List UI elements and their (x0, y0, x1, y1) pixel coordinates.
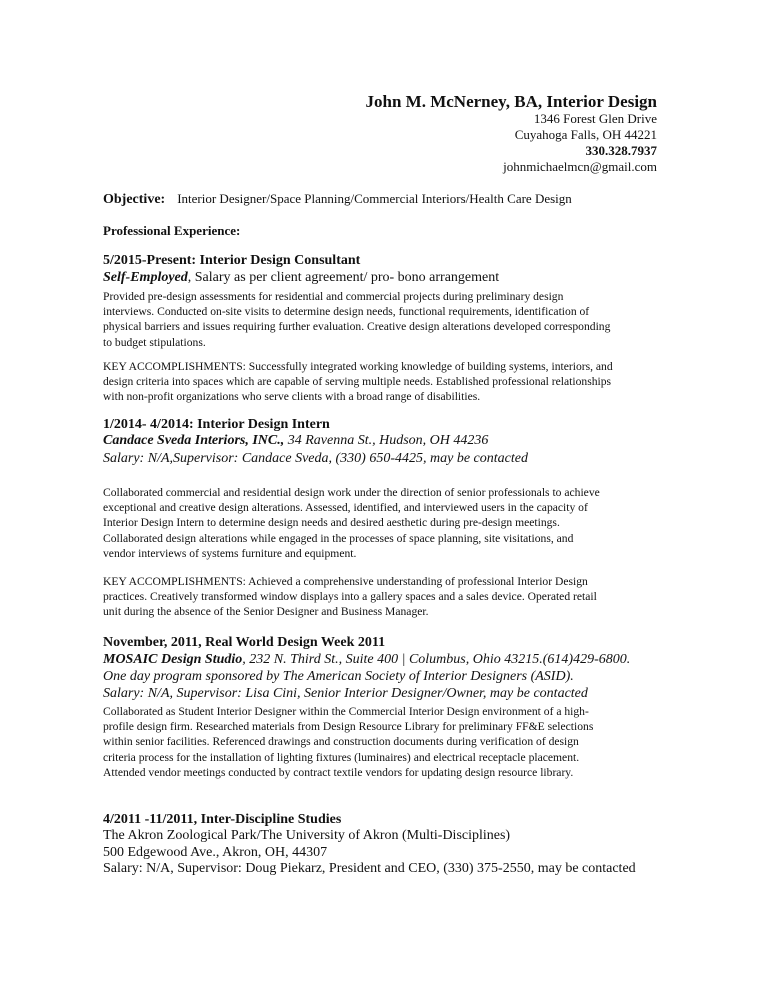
accomplishment-line: with non-profit organizations who serve clients with a broad range of disabilities. (103, 390, 481, 404)
address-line-2: Cuyahoga Falls, OH 44221 (514, 127, 657, 142)
job-employer-line (103, 652, 630, 668)
description-line: Provided pre-design assessments for residential and commercial projects during preliminary design (103, 290, 564, 303)
job-program: One day program sponsored by The American Society of Interior Designers (ASID). (103, 669, 574, 684)
description-line: criteria process for the installation of lighting fixtures (luminaires) and electrical receptacle placement. (103, 750, 580, 764)
email-address: johnmichaelmcn@gmail.com (503, 159, 657, 174)
employer-details: 34 Ravenna St., Hudson, OH 44236 (284, 433, 489, 448)
accomplishment-line: design criteria into spaces which are capable of serving multiple needs. Established professional relationships (103, 375, 612, 389)
description-line: Collaborated design alterations while engaged in the processes of space planning, site visitations, and (103, 531, 574, 545)
job-organization: The Akron Zoological Park/The University of Akron (Multi-Disciplines) (103, 828, 511, 843)
job-salary: Salary: N/A, Supervisor: Lisa Cini, Senior Interior Designer/Owner, may be contacted (103, 686, 588, 701)
description-line: Collaborated commercial and residential design work under the direction of senior professionals to achieve (103, 486, 600, 499)
job-salary: Salary: N/A,Supervisor: Candace Sveda, (330) 650-4425, may be contacted (103, 451, 528, 466)
address-line-1: 1346 Forest Glen Drive (533, 111, 657, 126)
job-salary: Salary: N/A, Supervisor: Doug Piekarz, President and CEO, (330) 375-2550, may be contacted (103, 861, 636, 876)
applicant-name: John M. McNerney, BA, Interior Design (365, 92, 657, 111)
objective-label: Objective: (103, 192, 166, 207)
section-heading-experience: Professional Experience: (103, 223, 241, 238)
employer-details: , 232 N. Third St., Suite 400 | Columbus, Ohio 43215.(614)429-6800. (242, 652, 631, 667)
job-description (103, 485, 656, 561)
job-title: 1/2014- 4/2014: Interior Design Intern (103, 417, 330, 432)
job-employer-line (103, 433, 488, 449)
employer-name: Self-Employed (103, 270, 188, 285)
description-line: exceptional and creative design alterations. Assessed, identified, and interviewed users in the capacity of (103, 501, 588, 515)
accomplishment-line: KEY ACCOMPLISHMENTS: Achieved a comprehensive understanding of professional Interior Design (103, 575, 588, 588)
description-line: interviews. Conducted on-site visits to determine design needs, functional requirements, identification of (103, 305, 590, 319)
accomplishment-line: practices. Creatively transformed window displays into a gallery spaces and a sales device. Operated retail (103, 590, 597, 604)
description-line: Attended vendor meetings conducted by contract textile vendors for updating design resource library. (103, 765, 574, 779)
job-description (103, 704, 656, 780)
job-address: 500 Edgewood Ave., Akron, OH, 44307 (103, 845, 328, 860)
accomplishment-line: KEY ACCOMPLISHMENTS: Successfully integrated working knowledge of building systems, interiors, and (103, 360, 613, 373)
employer-details: , Salary as per client agreement/ pro- bono arrangement (187, 270, 500, 285)
job-description (103, 289, 656, 350)
phone-number: 330.328.7937 (585, 143, 657, 158)
job-title: 5/2015-Present: Interior Design Consultant (103, 253, 361, 268)
description-line: to budget stipulations. (103, 335, 206, 349)
objective-row (103, 190, 572, 208)
description-line: physical barriers and issues requiring further evaluation. Creative design alterations developed corresponding (103, 320, 611, 334)
employer-name: MOSAIC Design Studio (103, 652, 243, 667)
job-title: November, 2011, Real World Design Week 2011 (103, 635, 386, 650)
accomplishment-line: unit during the absence of the Senior Designer and Business Manager. (103, 605, 429, 619)
description-line: profile design firm. Researched materials from Design Resource Library for preliminary FF&E selections (103, 720, 594, 734)
description-line: Collaborated as Student Interior Designer within the Commercial Interior Design environment of a high- (103, 705, 589, 718)
description-line: vendor interviews of systems furniture and equipment. (103, 546, 357, 560)
objective-text: Interior Designer/Space Planning/Commercial Interiors/Health Care Design (177, 191, 572, 206)
job-title: 4/2011 -11/2011, Inter-Discipline Studies (103, 812, 342, 827)
job-accomplishments (103, 574, 656, 620)
job-employer-line (103, 270, 499, 286)
employer-name: Candace Sveda Interiors, INC., (103, 433, 285, 448)
description-line: Interior Design Intern to determine design needs and desired aesthetic during pre-design meetings. (103, 516, 560, 530)
description-line: within senior facilities. Referenced drawings and construction documents during verification of design (103, 735, 579, 749)
job-accomplishments (103, 359, 656, 405)
